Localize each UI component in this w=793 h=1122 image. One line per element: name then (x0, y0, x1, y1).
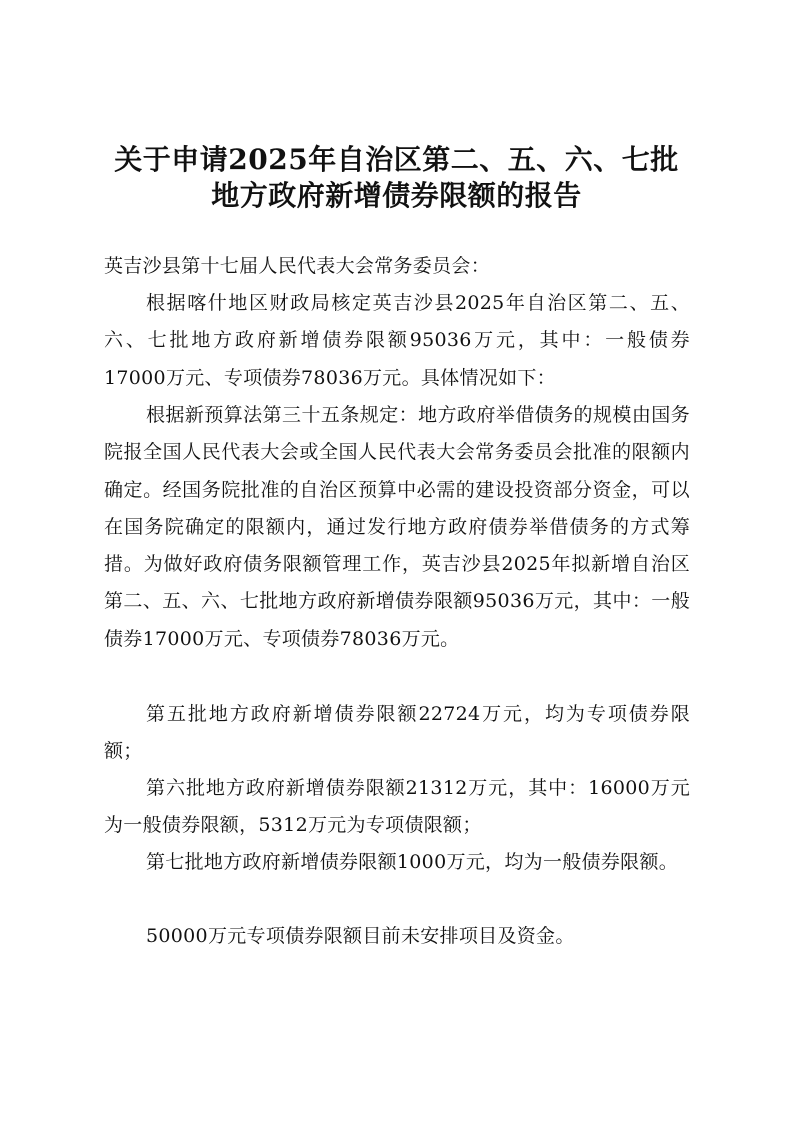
document-title-line-1: 关于申请2025年自治区第二、五、六、七批 (114, 143, 679, 176)
salutation: 英吉沙县第十七届人民代表大会常务委员会： (104, 255, 491, 277)
paragraph-batch-7: 第七批地方政府新增债券限额1000万元，均为一般债券限额。 (146, 851, 679, 873)
document-title-line-2: 地方政府新增债券限额的报告 (211, 179, 582, 212)
paragraph-approved-limit: 根据喀什地区财政局核定英吉沙县2025年自治区第二、五、六、七批地方政府新增债券限额95036万元，其中：一般债券17000万元、专项债券78036万元。具体情况如下： (104, 292, 690, 389)
paragraph-unallocated: 50000万元专项债券限额目前未安排项目及资金。 (146, 925, 575, 947)
paragraph-batch-6: 第六批地方政府新增债券限额21312万元，其中：16000万元为一般债券限额，5312万元为专项债限额； (104, 777, 690, 837)
paragraph-legal-basis: 根据新预算法第三十五条规定：地方政府举借债务的规模由国务院报全国人民代表大会或全国人民代表大会常务委员会批准的限额内确定。经国务院批准的自治区预算中必需的建设投资部分资金，可以在国务院确定的限额内，通过发行地方政府债券举借债务的方式筹措。为做好政府债务限额管理工作，英吉沙县2025年拟新增自治区第二、五、六、七批地方政府新增债券限额95036万元，其中：一般债券17000万元、专项债券78036万元。 (104, 404, 690, 650)
paragraph-batch-5: 第五批地方政府新增债券限额22724万元，均为专项债券限额； (104, 703, 690, 763)
